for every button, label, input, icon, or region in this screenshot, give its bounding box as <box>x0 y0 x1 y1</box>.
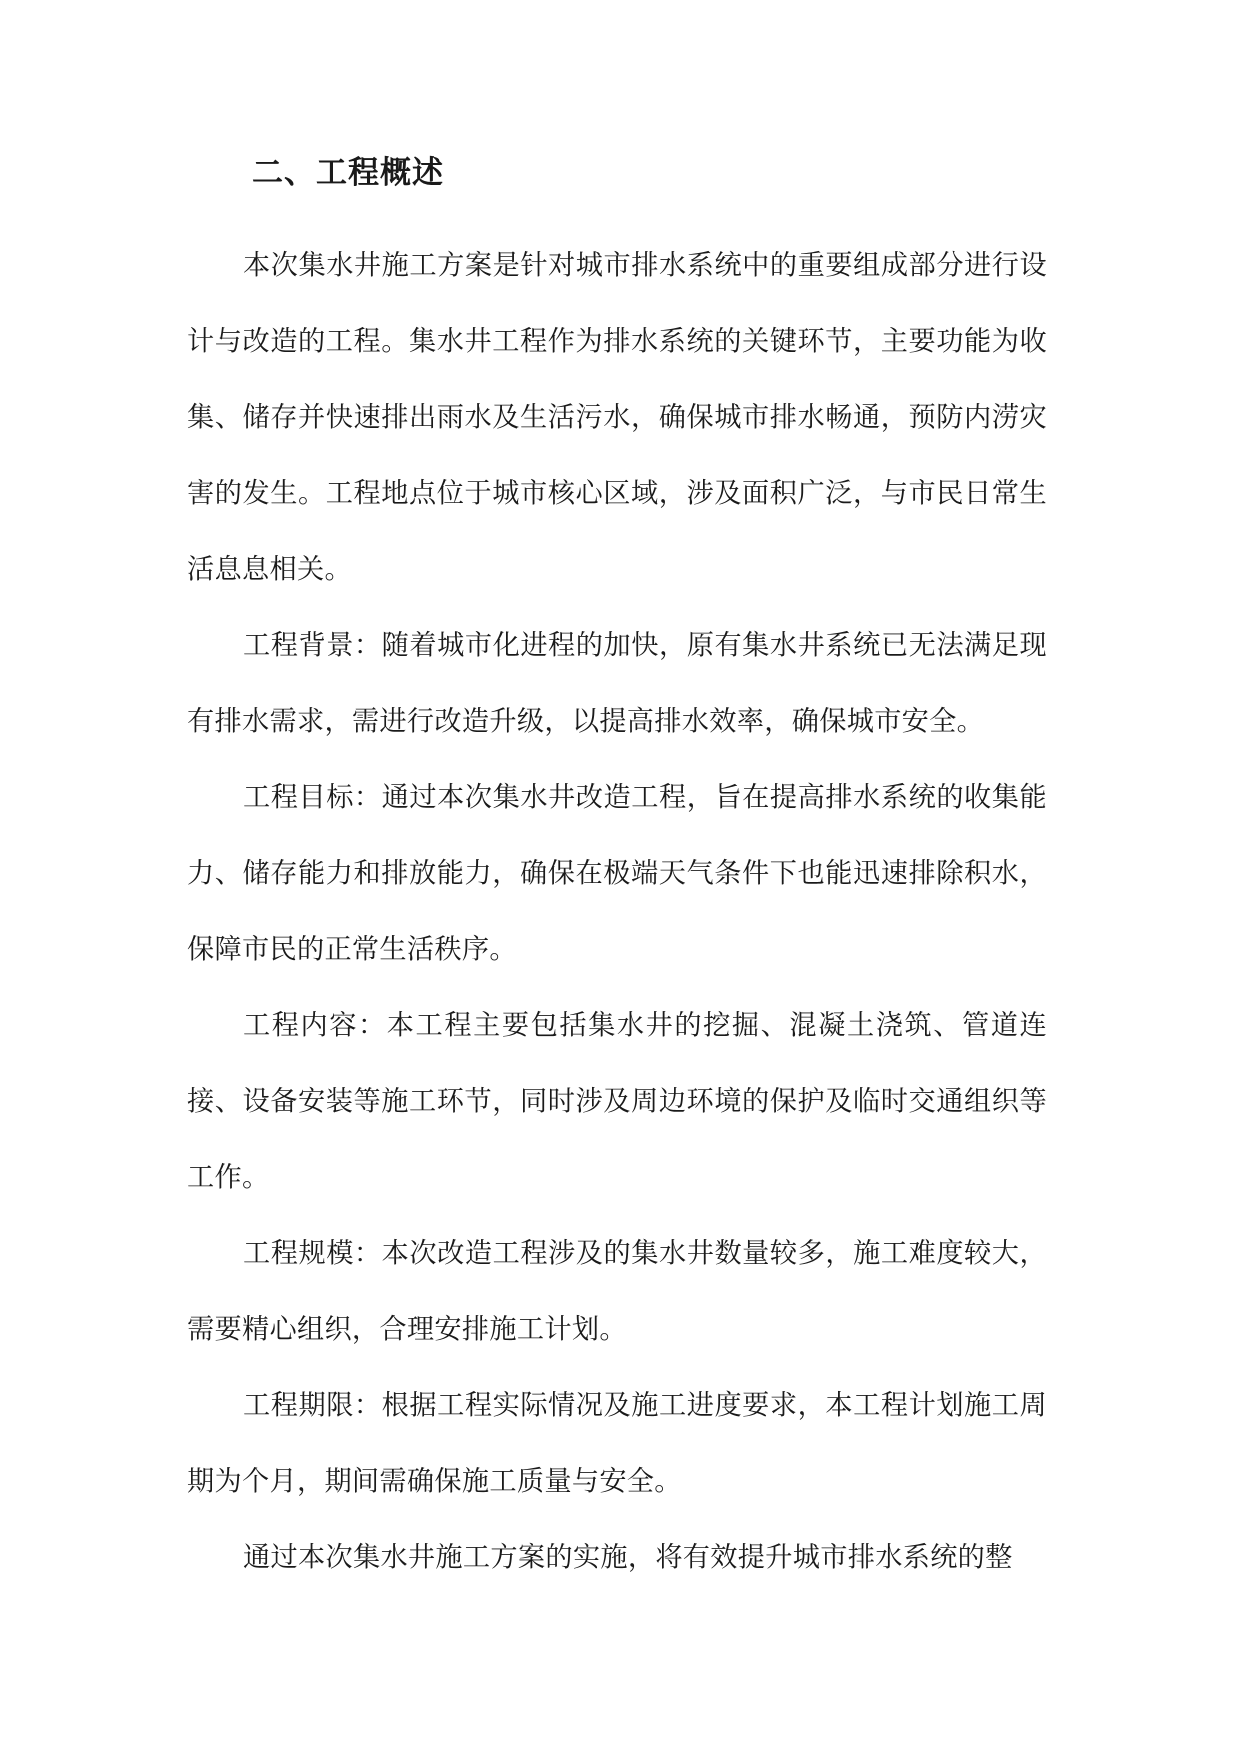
paragraph-objective: 工程目标：通过本次集水井改造工程，旨在提高排水系统的收集能力、储存能力和排放能力，确保在极端天气条件下也能迅速排除积水，保障市民的正常生活秩序。 <box>187 782 1047 965</box>
section-heading: 二、工程概述 <box>252 155 444 191</box>
paragraph-content: 工程内容：本工程主要包括集水井的挖掘、混凝土浇筑、管道连接、设备安装等施工环节，同时涉及周边环境的保护及临时交通组织等工作。 <box>187 1010 1047 1193</box>
paragraph-conclusion: 通过本次集水井施工方案的实施，将有效提升城市排水系统的整 <box>243 1542 1013 1573</box>
document-body <box>187 228 1047 1596</box>
paragraph-overview: 本次集水井施工方案是针对城市排水系统中的重要组成部分进行设计与改造的工程。集水井工程作为排水系统的关键环节，主要功能为收集、储存并快速排出雨水及生活污水，确保城市排水畅通，预防内涝灾害的发生。工程地点位于城市核心区域，涉及面积广泛，与市民日常生活息息相关。 <box>187 250 1047 585</box>
paragraph-scale: 工程规模：本次改造工程涉及的集水井数量较多，施工难度较大，需要精心组织，合理安排施工计划。 <box>187 1238 1047 1345</box>
paragraph-background: 工程背景：随着城市化进程的加快，原有集水井系统已无法满足现有排水需求，需进行改造升级，以提高排水效率，确保城市安全。 <box>187 630 1047 737</box>
paragraph-duration: 工程期限：根据工程实际情况及施工进度要求，本工程计划施工周期为个月，期间需确保施工质量与安全。 <box>187 1390 1047 1497</box>
